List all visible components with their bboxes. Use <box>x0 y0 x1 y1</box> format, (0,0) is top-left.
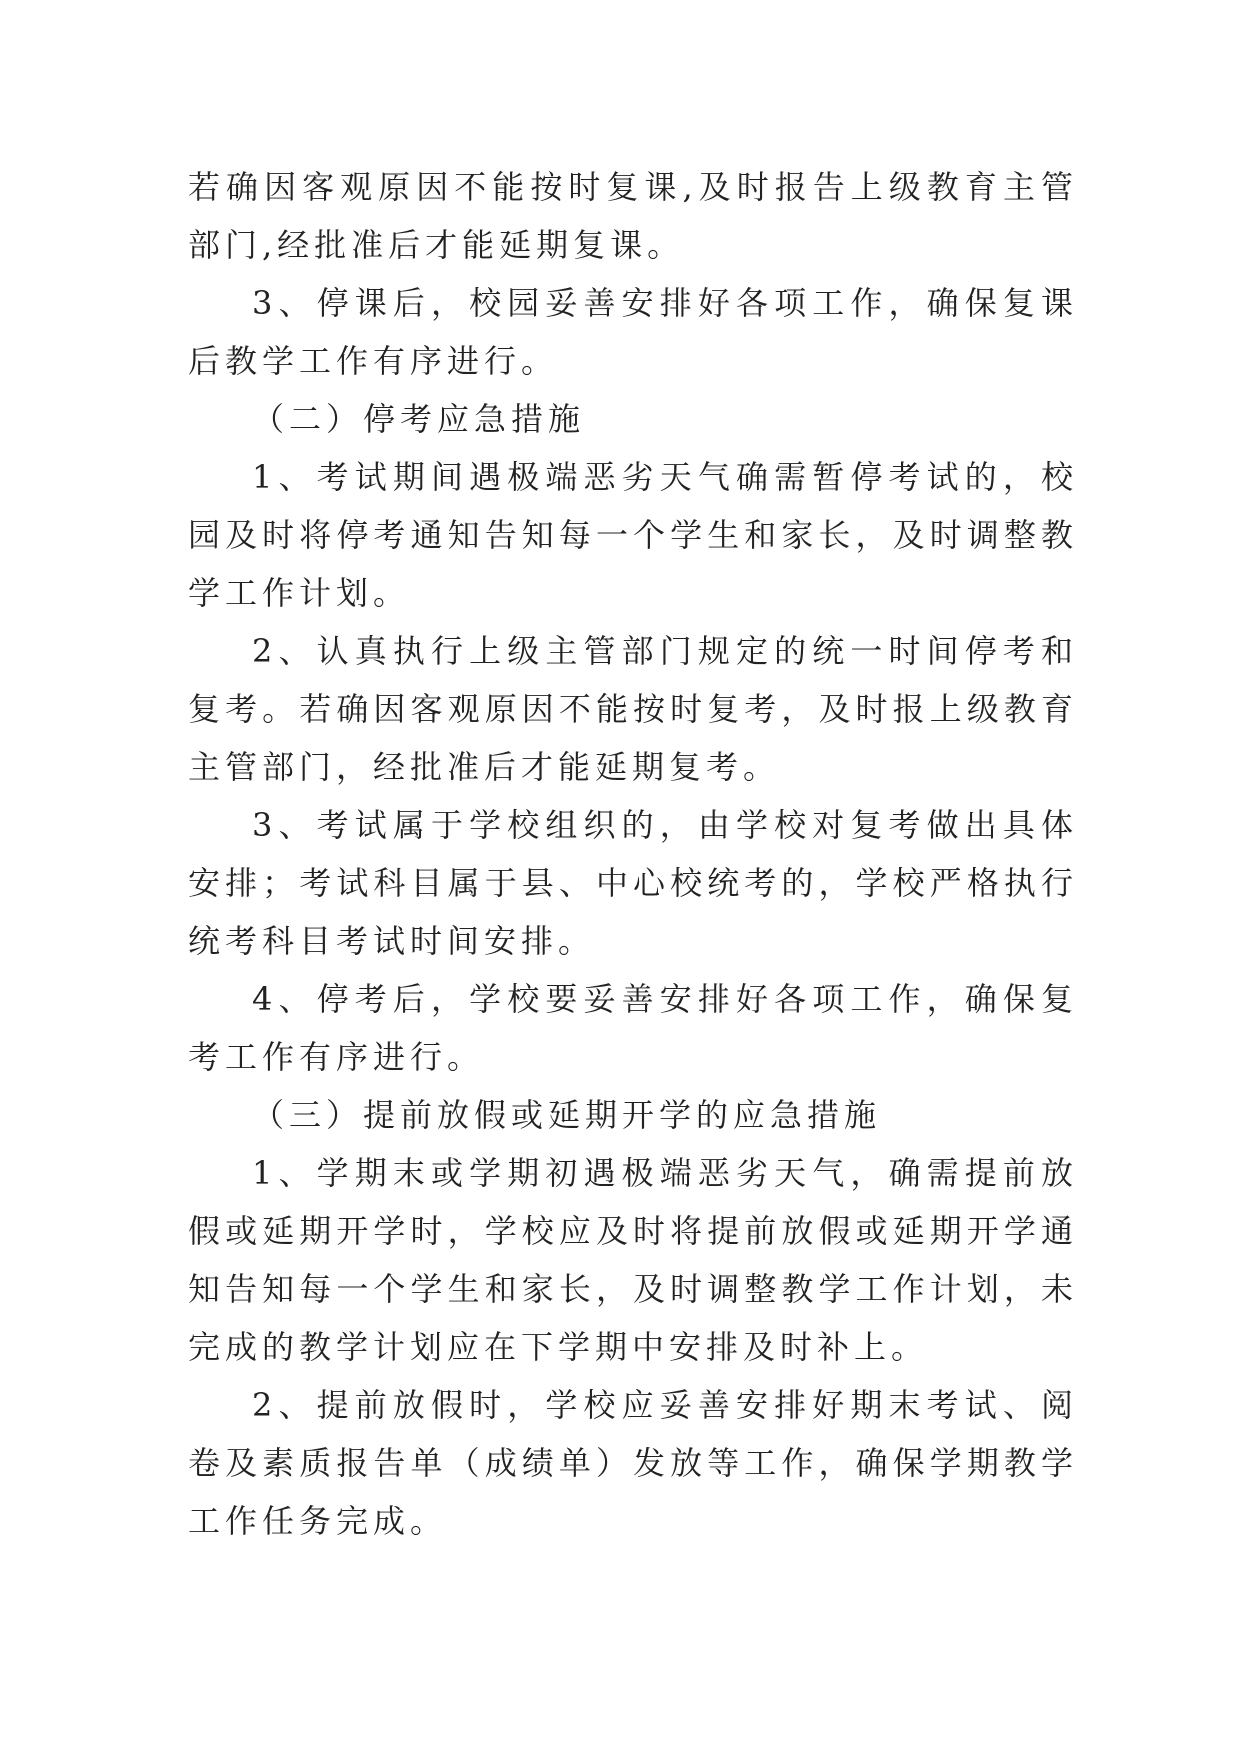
paragraph-3-exam-suspension: 3、考试属于学校组织的，由学校对复考做出具体安排；考试科目属于县、中心校统考的，学校严格执行统考科目考试时间安排。 <box>188 806 1078 960</box>
section-heading-exam-suspension: （二）停考应急措施 <box>252 400 586 438</box>
paragraph-3-class-suspension: 3、停课后，校园妥善安排好各项工作，确保复课后教学工作有序进行。 <box>188 284 1078 380</box>
section-heading-early-break: （三）提前放假或延期开学的应急措施 <box>252 1096 882 1134</box>
paragraph-2-exam-suspension: 2、认真执行上级主管部门规定的统一时间停考和复考。若确因客观原因不能按时复考，及时报上级教育主管部门，经批准后才能延期复考。 <box>188 632 1078 786</box>
paragraph-1-exam-suspension: 1、考试期间遇极端恶劣天气确需暂停考试的，校园及时将停考通知告知每一个学生和家长，及时调整教学工作计划。 <box>188 458 1078 612</box>
document-page <box>188 158 1078 1550</box>
paragraph-4-exam-suspension: 4、停考后，学校要妥善安排好各项工作，确保复考工作有序进行。 <box>188 980 1078 1076</box>
paragraph-continued: 若确因客观原因不能按时复课,及时报告上级教育主管部门,经批准后才能延期复课。 <box>188 168 1078 264</box>
paragraph-2-early-break: 2、提前放假时，学校应妥善安排好期末考试、阅卷及素质报告单（成绩单）发放等工作，确保学期教学工作任务完成。 <box>188 1386 1078 1540</box>
paragraph-1-early-break: 1、学期末或学期初遇极端恶劣天气，确需提前放假或延期开学时，学校应及时将提前放假或延期开学通知告知每一个学生和家长，及时调整教学工作计划，未完成的教学计划应在下学期中安排及时补上。 <box>188 1154 1078 1366</box>
